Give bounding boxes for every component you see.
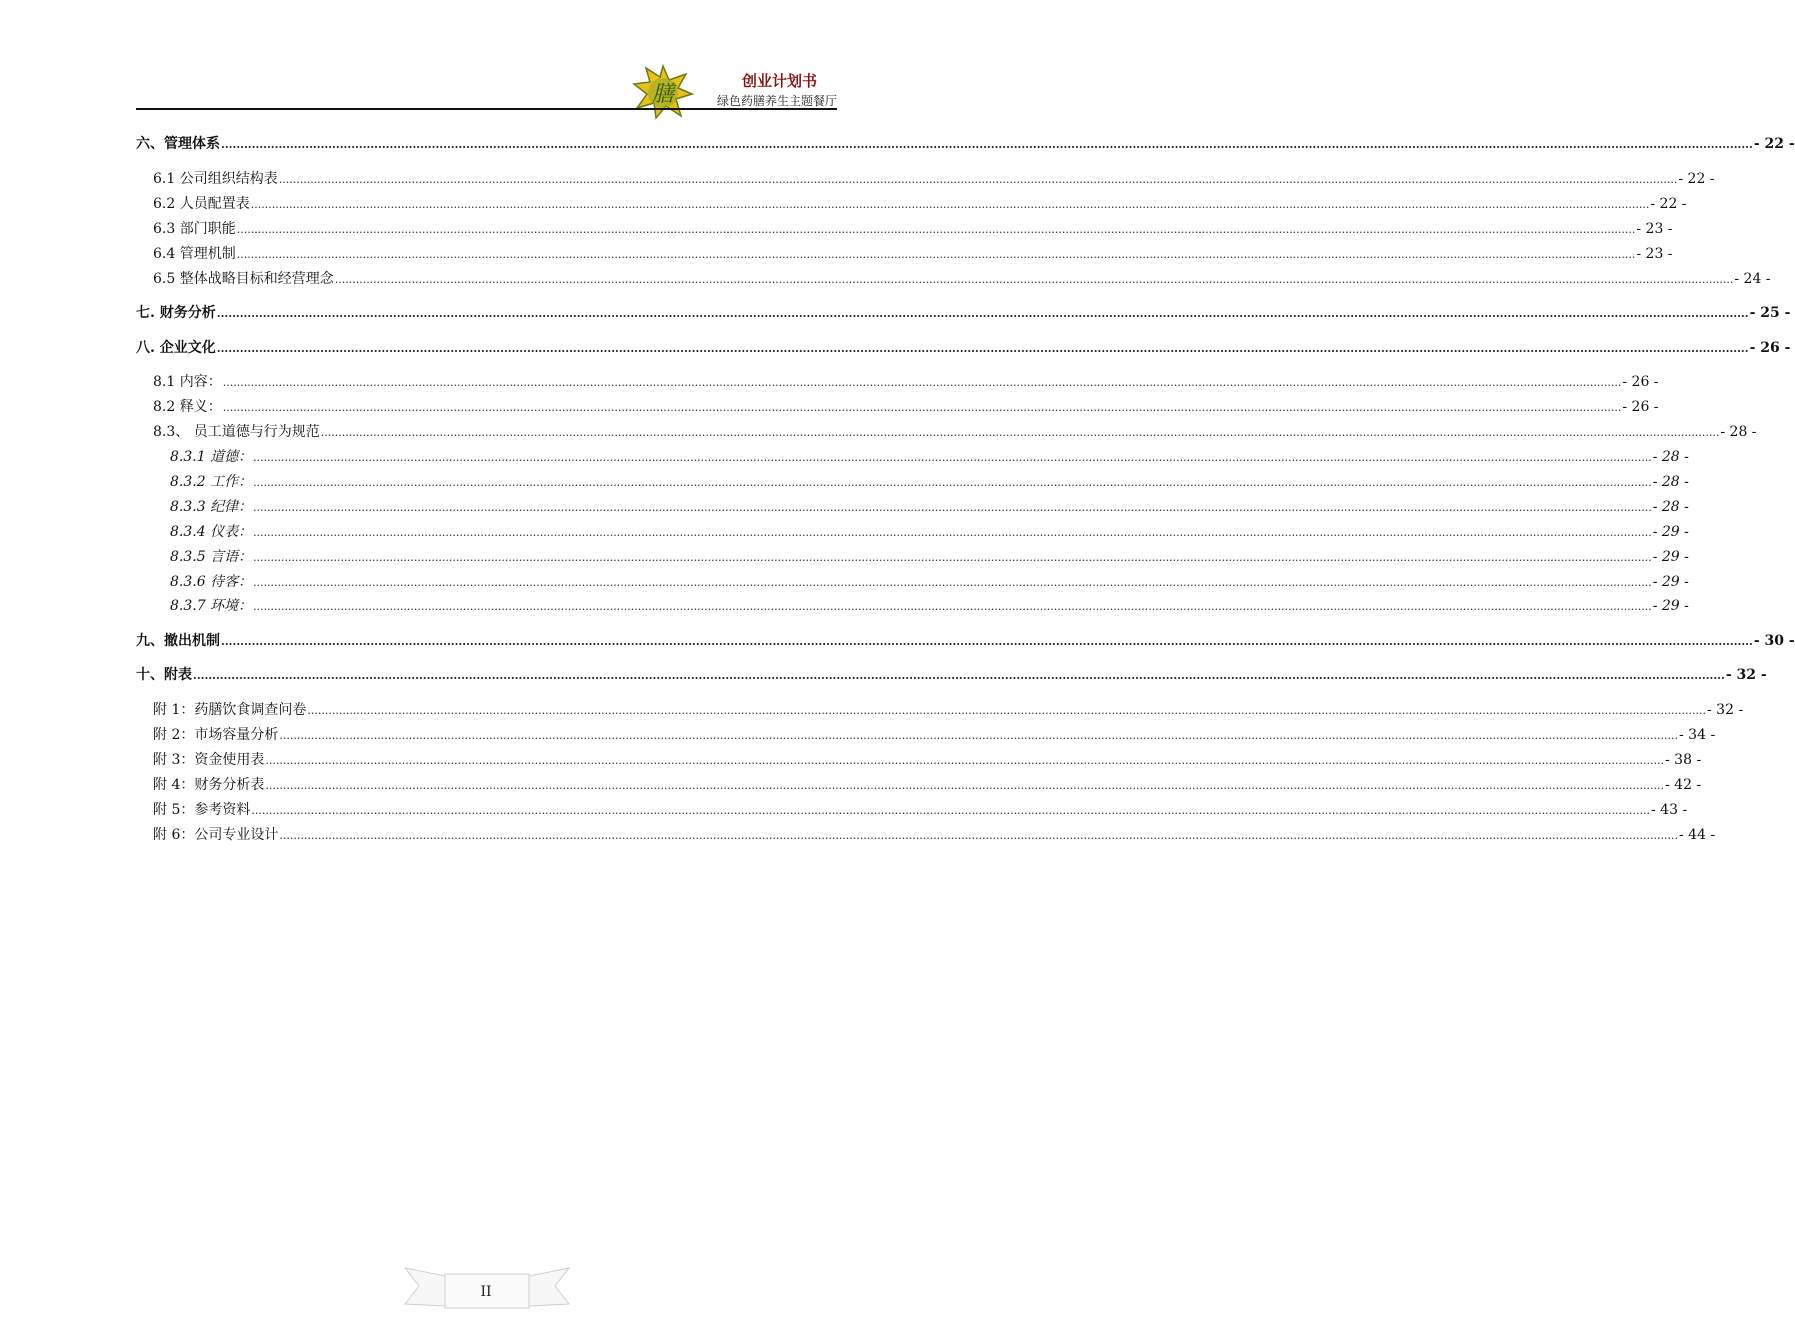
toc-leader-dots: ................................................................................................................................................................................................................................................................................................................................................................................................................ <box>222 376 1622 389</box>
toc-entry[interactable] <box>136 548 1689 567</box>
toc-entry-page: - 28 - <box>1652 474 1689 490</box>
toc-leader-dots: ................................................................................................................................................................................................................................................................................................................................................................................................................ <box>193 669 1725 682</box>
toc-entry-label: 8.3.4 仪表： <box>170 524 253 540</box>
toc-entry-page: - 28 - <box>1652 499 1689 515</box>
toc-entry-label: 附 2：市场容量分析 <box>153 727 279 743</box>
toc-entry[interactable] <box>136 666 1767 685</box>
toc-entry[interactable] <box>136 776 1702 795</box>
toc-entry-page: - 23 - <box>1636 246 1673 262</box>
toc-entry[interactable] <box>136 523 1689 542</box>
toc-entry-label: 6.1 公司组织结构表 <box>153 171 278 187</box>
toc-entry-label: 附 4：财务分析表 <box>153 777 265 793</box>
toc-entry-page: - 22 - <box>1753 136 1795 152</box>
toc-entry-page: - 32 - <box>1725 667 1767 683</box>
toc-leader-dots: ................................................................................................................................................................................................................................................................................................................................................................................................................ <box>307 704 1706 717</box>
toc-leader-dots: ................................................................................................................................................................................................................................................................................................................................................................................................................ <box>253 551 1652 564</box>
toc-entry-page: - 42 - <box>1665 777 1702 793</box>
toc-entry-page: - 22 - <box>1678 171 1715 187</box>
toc-leader-dots: ................................................................................................................................................................................................................................................................................................................................................................................................................ <box>320 426 1720 439</box>
logo-char: 膳 <box>651 82 675 107</box>
toc-leader-dots: ................................................................................................................................................................................................................................................................................................................................................................................................................ <box>334 273 1734 286</box>
toc-leader-dots: ................................................................................................................................................................................................................................................................................................................................................................................................................ <box>265 754 1664 767</box>
toc-entry-page: - 25 - <box>1749 305 1791 321</box>
toc-entry-label: 6.5 整体战略目标和经营理念 <box>153 271 334 287</box>
logo-icon <box>634 66 692 118</box>
toc-entry-page: - 30 - <box>1753 633 1795 649</box>
toc-entry-page: - 24 - <box>1734 271 1771 287</box>
toc-entry[interactable] <box>136 597 1689 616</box>
toc-leader-dots: ................................................................................................................................................................................................................................................................................................................................................................................................................ <box>216 307 1749 320</box>
toc-entry[interactable] <box>136 726 1716 745</box>
header-title: 创业计划书 <box>741 72 817 90</box>
toc-entry-label: 6.3 部门职能 <box>153 221 236 237</box>
toc-entry-label: 8.3.6 待客： <box>170 574 253 590</box>
toc-leader-dots: ................................................................................................................................................................................................................................................................................................................................................................................................................ <box>222 401 1622 414</box>
toc-entry[interactable] <box>136 135 1795 154</box>
toc-entry[interactable] <box>136 220 1673 239</box>
toc-entry-page: - 34 - <box>1679 727 1716 743</box>
toc-leader-dots: ................................................................................................................................................................................................................................................................................................................................................................................................................ <box>278 173 1678 186</box>
toc-entry[interactable] <box>136 373 1659 392</box>
toc-entry-label: 8.3.1 道德： <box>170 449 253 465</box>
toc-leader-dots: ................................................................................................................................................................................................................................................................................................................................................................................................................ <box>221 138 1753 151</box>
toc-entry[interactable] <box>136 245 1673 264</box>
toc-entry-page: - 29 - <box>1652 524 1689 540</box>
toc-entry[interactable] <box>136 473 1689 492</box>
toc-entry-page: - 28 - <box>1720 424 1757 440</box>
toc-entry[interactable] <box>136 339 1791 358</box>
toc-leader-dots: ................................................................................................................................................................................................................................................................................................................................................................................................................ <box>279 729 1678 742</box>
header-divider <box>136 108 837 110</box>
toc-entry-label: 8.3.5 言语： <box>170 549 253 565</box>
toc-leader-dots: ................................................................................................................................................................................................................................................................................................................................................................................................................ <box>221 635 1753 648</box>
toc-entry[interactable] <box>136 498 1689 517</box>
toc-entry[interactable] <box>136 398 1659 417</box>
toc-entry-page: - 29 - <box>1652 574 1689 590</box>
toc-entry[interactable] <box>136 801 1688 820</box>
page-header <box>136 60 837 110</box>
toc-entry-page: - 26 - <box>1622 399 1659 415</box>
toc-entry[interactable] <box>136 170 1715 189</box>
toc-entry-label: 8.3.7 环境： <box>170 598 253 614</box>
toc-leader-dots: ................................................................................................................................................................................................................................................................................................................................................................................................................ <box>253 501 1652 514</box>
toc-entry-label: 八. 企业文化 <box>136 340 216 356</box>
toc-leader-dots: ................................................................................................................................................................................................................................................................................................................................................................................................................ <box>250 198 1650 211</box>
toc-entry-page: - 26 - <box>1749 340 1791 356</box>
toc-entry[interactable] <box>136 304 1791 323</box>
toc-leader-dots: ................................................................................................................................................................................................................................................................................................................................................................................................................ <box>265 779 1664 792</box>
toc-entry[interactable] <box>136 751 1702 770</box>
toc-entry-label: 六、管理体系 <box>136 136 220 152</box>
toc-entry[interactable] <box>136 701 1744 720</box>
page-number: II <box>480 1284 492 1300</box>
toc-leader-dots: ................................................................................................................................................................................................................................................................................................................................................................................................................ <box>216 342 1749 355</box>
toc-entry-label: 8.3.3 纪律： <box>170 499 253 515</box>
toc-entry-page: - 23 - <box>1636 221 1673 237</box>
toc-entry[interactable] <box>136 423 1757 442</box>
toc-leader-dots: ................................................................................................................................................................................................................................................................................................................................................................................................................ <box>253 476 1652 489</box>
toc-entry-page: - 22 - <box>1650 196 1687 212</box>
toc-entry[interactable] <box>136 632 1795 651</box>
toc-leader-dots: ................................................................................................................................................................................................................................................................................................................................................................................................................ <box>279 829 1678 842</box>
toc-entry-label: 6.2 人员配置表 <box>153 196 250 212</box>
toc-entry-page: - 29 - <box>1652 598 1689 614</box>
toc-entry-label: 九、撤出机制 <box>136 633 220 649</box>
toc-entry-page: - 38 - <box>1665 752 1702 768</box>
toc-entry-label: 七. 财务分析 <box>136 305 216 321</box>
toc-entry-page: - 28 - <box>1652 449 1689 465</box>
toc-leader-dots: ................................................................................................................................................................................................................................................................................................................................................................................................................ <box>253 576 1652 589</box>
toc-leader-dots: ................................................................................................................................................................................................................................................................................................................................................................................................................ <box>251 804 1650 817</box>
toc-entry-page: - 43 - <box>1651 802 1688 818</box>
toc-entry-label: 附 6：公司专业设计 <box>153 827 279 843</box>
toc-entry-label: 十、附表 <box>136 667 192 683</box>
toc-entry-page: - 44 - <box>1679 827 1716 843</box>
toc-entry-label: 8.1 内容： <box>153 374 222 390</box>
toc-entry-label: 附 1：药膳饮食调查问卷 <box>153 702 307 718</box>
toc-entry-label: 附 3：资金使用表 <box>153 752 265 768</box>
toc-entry-page: - 29 - <box>1652 549 1689 565</box>
toc-leader-dots: ................................................................................................................................................................................................................................................................................................................................................................................................................ <box>253 600 1652 613</box>
toc-entry[interactable] <box>136 448 1689 467</box>
toc-entry-label: 8.2 释义： <box>153 399 222 415</box>
toc-entry[interactable] <box>136 195 1687 214</box>
toc-entry-label: 8.3.2 工作： <box>170 474 253 490</box>
toc-leader-dots: ................................................................................................................................................................................................................................................................................................................................................................................................................ <box>236 248 1636 261</box>
toc-entry-page: - 26 - <box>1622 374 1659 390</box>
toc-entry-label: 8.3、 员工道德与行为规范 <box>153 424 320 440</box>
toc-entry-label: 6.4 管理机制 <box>153 246 236 262</box>
toc-leader-dots: ................................................................................................................................................................................................................................................................................................................................................................................................................ <box>253 451 1652 464</box>
toc-entry[interactable] <box>136 826 1716 845</box>
toc-leader-dots: ................................................................................................................................................................................................................................................................................................................................................................................................................ <box>253 526 1652 539</box>
header-subtitle: 绿色药膳养生主题餐厅 <box>716 94 837 108</box>
toc-entry[interactable] <box>136 573 1689 592</box>
toc-entry-page: - 32 - <box>1707 702 1744 718</box>
toc-leader-dots: ................................................................................................................................................................................................................................................................................................................................................................................................................ <box>236 223 1636 236</box>
toc-entry[interactable] <box>136 270 1771 289</box>
toc-entry-label: 附 5：参考资料 <box>153 802 251 818</box>
